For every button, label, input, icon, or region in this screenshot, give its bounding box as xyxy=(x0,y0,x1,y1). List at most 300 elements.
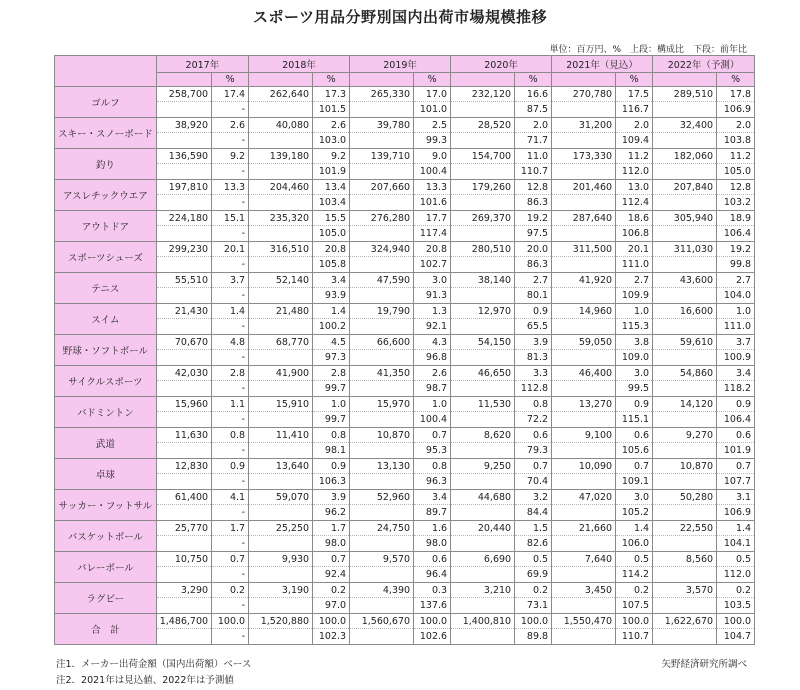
yoy-percent: 97.0 xyxy=(313,598,350,614)
table-row xyxy=(55,180,755,195)
market-value: 4,390 xyxy=(350,583,414,598)
empty-cell xyxy=(552,381,616,397)
yoy-percent: 71.7 xyxy=(515,133,552,149)
market-value: 13,640 xyxy=(249,459,313,474)
yoy-percent: 115.1 xyxy=(616,412,653,428)
market-value: 9,570 xyxy=(350,552,414,567)
share-percent: 1.5 xyxy=(515,521,552,536)
yoy-percent: 109.9 xyxy=(616,288,653,304)
share-percent: 1.1 xyxy=(212,397,249,412)
market-value: 299,230 xyxy=(156,242,211,257)
empty-cell xyxy=(451,288,515,304)
yoy-percent: 70.4 xyxy=(515,474,552,490)
empty-cell xyxy=(451,133,515,149)
share-percent: 20.0 xyxy=(515,242,552,257)
yoy-percent: - xyxy=(212,598,249,614)
empty-cell xyxy=(350,567,414,583)
empty-cell xyxy=(249,195,313,211)
yoy-percent: 105.8 xyxy=(313,257,350,273)
yoy-percent: 69.9 xyxy=(515,567,552,583)
share-percent: 1.0 xyxy=(414,397,451,412)
empty-cell xyxy=(156,288,211,304)
empty-cell xyxy=(249,536,313,552)
market-value: 3,190 xyxy=(249,583,313,598)
yoy-percent: 101.9 xyxy=(313,164,350,180)
market-value: 15,910 xyxy=(249,397,313,412)
page-title: スポーツ用品分野別国内出荷市場規模推移 xyxy=(253,8,547,26)
table-row xyxy=(55,428,755,443)
market-value: 8,620 xyxy=(451,428,515,443)
yoy-percent: 116.7 xyxy=(616,102,653,118)
yoy-percent: - xyxy=(212,102,249,118)
yoy-percent: 98.0 xyxy=(414,536,451,552)
market-value: 3,210 xyxy=(451,583,515,598)
table-row-yoy xyxy=(55,629,755,645)
year-header: 2022年（予測） xyxy=(653,56,755,73)
empty-cell xyxy=(653,536,717,552)
share-percent: 2.5 xyxy=(414,118,451,133)
market-value: 41,900 xyxy=(249,366,313,381)
share-percent: 13.3 xyxy=(414,180,451,195)
yoy-percent: 104.0 xyxy=(717,288,755,304)
year-header: 2017年 xyxy=(156,56,248,73)
table-row xyxy=(55,397,755,412)
market-value: 280,510 xyxy=(451,242,515,257)
empty-cell xyxy=(552,195,616,211)
share-percent: 15.1 xyxy=(212,211,249,226)
yoy-percent: 89.7 xyxy=(414,505,451,521)
empty-cell xyxy=(653,319,717,335)
empty-cell xyxy=(156,164,211,180)
share-percent: 19.2 xyxy=(515,211,552,226)
yoy-percent: 102.7 xyxy=(414,257,451,273)
empty-cell xyxy=(350,288,414,304)
empty-cell xyxy=(552,629,616,645)
share-percent: 1.0 xyxy=(616,304,653,319)
pct-header-row xyxy=(55,73,755,87)
yoy-percent: - xyxy=(212,350,249,366)
yoy-percent: 106.0 xyxy=(616,536,653,552)
market-value: 232,120 xyxy=(451,87,515,102)
empty-cell xyxy=(653,226,717,242)
table-row xyxy=(55,490,755,505)
empty-cell xyxy=(552,102,616,118)
empty-cell xyxy=(653,598,717,614)
yoy-percent: 92.4 xyxy=(313,567,350,583)
market-value: 1,560,670 xyxy=(350,614,414,629)
share-percent: 0.5 xyxy=(515,552,552,567)
market-value: 20,440 xyxy=(451,521,515,536)
market-value: 43,600 xyxy=(653,273,717,288)
share-percent: 3.8 xyxy=(616,335,653,350)
market-value: 276,280 xyxy=(350,211,414,226)
market-value: 1,520,880 xyxy=(249,614,313,629)
empty-cell xyxy=(350,195,414,211)
share-percent: 13.0 xyxy=(616,180,653,195)
table-row xyxy=(55,273,755,288)
market-value: 12,970 xyxy=(451,304,515,319)
share-percent: 1.7 xyxy=(313,521,350,536)
empty-cell xyxy=(350,164,414,180)
share-percent: 2.6 xyxy=(313,118,350,133)
empty-cell xyxy=(156,567,211,583)
yoy-percent: 86.3 xyxy=(515,257,552,273)
empty-cell xyxy=(156,257,211,273)
empty-cell xyxy=(451,102,515,118)
market-value: 173,330 xyxy=(552,149,616,164)
share-percent: 2.0 xyxy=(616,118,653,133)
yoy-percent: - xyxy=(212,195,249,211)
market-value: 21,430 xyxy=(156,304,211,319)
yoy-percent: 100.4 xyxy=(414,412,451,428)
market-value: 10,090 xyxy=(552,459,616,474)
market-value: 305,940 xyxy=(653,211,717,226)
market-value: 6,690 xyxy=(451,552,515,567)
category-label: スイム xyxy=(55,304,157,335)
share-percent: 17.3 xyxy=(313,87,350,102)
share-percent: 2.0 xyxy=(717,118,755,133)
yoy-percent: 82.6 xyxy=(515,536,552,552)
table-row-yoy xyxy=(55,567,755,583)
market-value: 204,460 xyxy=(249,180,313,195)
empty-cell xyxy=(249,350,313,366)
share-percent: 0.6 xyxy=(616,428,653,443)
yoy-percent: 106.3 xyxy=(313,474,350,490)
yoy-percent: 107.7 xyxy=(717,474,755,490)
yoy-percent: 99.3 xyxy=(414,133,451,149)
market-value: 269,370 xyxy=(451,211,515,226)
value-subheader xyxy=(653,73,717,87)
yoy-percent: - xyxy=(212,288,249,304)
market-value: 311,030 xyxy=(653,242,717,257)
market-value: 59,610 xyxy=(653,335,717,350)
category-label: 武道 xyxy=(55,428,157,459)
market-value: 42,030 xyxy=(156,366,211,381)
yoy-percent: 106.8 xyxy=(616,226,653,242)
table-row-yoy xyxy=(55,226,755,242)
category-label: スキー・スノーボード xyxy=(55,118,157,149)
empty-cell xyxy=(451,598,515,614)
table-row-yoy xyxy=(55,195,755,211)
market-value: 68,770 xyxy=(249,335,313,350)
category-label: 卓球 xyxy=(55,459,157,490)
share-percent: 0.8 xyxy=(515,397,552,412)
empty-cell xyxy=(156,443,211,459)
yoy-percent: 104.7 xyxy=(717,629,755,645)
category-label: ラグビー xyxy=(55,583,157,614)
market-value: 59,070 xyxy=(249,490,313,505)
empty-cell xyxy=(552,474,616,490)
empty-cell xyxy=(156,505,211,521)
empty-cell xyxy=(552,164,616,180)
market-value: 207,840 xyxy=(653,180,717,195)
market-value: 201,460 xyxy=(552,180,616,195)
empty-cell xyxy=(249,598,313,614)
share-percent: 3.0 xyxy=(616,490,653,505)
share-percent: 18.6 xyxy=(616,211,653,226)
empty-cell xyxy=(350,443,414,459)
share-percent: 1.7 xyxy=(212,521,249,536)
year-header: 2020年 xyxy=(451,56,552,73)
market-value: 39,780 xyxy=(350,118,414,133)
market-value: 324,940 xyxy=(350,242,414,257)
share-percent: 100.0 xyxy=(616,614,653,629)
market-value: 13,130 xyxy=(350,459,414,474)
empty-cell xyxy=(653,629,717,645)
share-percent: 12.8 xyxy=(515,180,552,195)
market-size-table xyxy=(54,55,755,645)
yoy-percent: - xyxy=(212,536,249,552)
yoy-percent: 97.3 xyxy=(313,350,350,366)
share-percent: 3.1 xyxy=(717,490,755,505)
share-percent: 1.4 xyxy=(313,304,350,319)
market-value: 59,050 xyxy=(552,335,616,350)
share-percent: 3.7 xyxy=(717,335,755,350)
empty-cell xyxy=(451,443,515,459)
share-percent: 100.0 xyxy=(212,614,249,629)
yoy-percent: 102.6 xyxy=(414,629,451,645)
market-value: 54,860 xyxy=(653,366,717,381)
market-value: 52,140 xyxy=(249,273,313,288)
market-value: 31,200 xyxy=(552,118,616,133)
empty-cell xyxy=(552,226,616,242)
empty-cell xyxy=(653,195,717,211)
yoy-percent: 106.4 xyxy=(717,412,755,428)
share-percent: 3.9 xyxy=(515,335,552,350)
share-percent: 17.4 xyxy=(212,87,249,102)
empty-cell xyxy=(451,164,515,180)
yoy-percent: 79.3 xyxy=(515,443,552,459)
share-percent: 3.4 xyxy=(414,490,451,505)
share-percent: 2.8 xyxy=(212,366,249,381)
empty-cell xyxy=(249,474,313,490)
share-percent: 2.8 xyxy=(313,366,350,381)
share-percent: 0.2 xyxy=(717,583,755,598)
empty-cell xyxy=(451,350,515,366)
year-header-row xyxy=(55,56,755,73)
share-percent: 3.2 xyxy=(515,490,552,505)
share-percent: 0.5 xyxy=(717,552,755,567)
share-percent: 2.0 xyxy=(515,118,552,133)
empty-cell xyxy=(653,288,717,304)
share-percent: 4.3 xyxy=(414,335,451,350)
share-percent: 17.0 xyxy=(414,87,451,102)
share-percent: 20.1 xyxy=(212,242,249,257)
table-row-yoy xyxy=(55,536,755,552)
market-value: 197,810 xyxy=(156,180,211,195)
market-value: 10,870 xyxy=(653,459,717,474)
share-percent: 20.8 xyxy=(414,242,451,257)
share-percent: 3.3 xyxy=(515,366,552,381)
table-row-yoy xyxy=(55,350,755,366)
yoy-percent: 103.4 xyxy=(313,195,350,211)
yoy-percent: - xyxy=(212,412,249,428)
category-label: アウトドア xyxy=(55,211,157,242)
category-label: 合 計 xyxy=(55,614,157,645)
empty-cell xyxy=(350,350,414,366)
market-value: 289,510 xyxy=(653,87,717,102)
yoy-percent: 93.9 xyxy=(313,288,350,304)
yoy-percent: 98.0 xyxy=(313,536,350,552)
market-value: 15,970 xyxy=(350,397,414,412)
empty-cell xyxy=(249,443,313,459)
share-percent: 2.7 xyxy=(616,273,653,288)
empty-cell xyxy=(653,381,717,397)
yoy-percent: - xyxy=(212,133,249,149)
market-value: 32,400 xyxy=(653,118,717,133)
table-row xyxy=(55,366,755,381)
table-row xyxy=(55,459,755,474)
market-value: 47,020 xyxy=(552,490,616,505)
pct-subheader: % xyxy=(717,73,755,87)
yoy-percent: 99.7 xyxy=(313,381,350,397)
yoy-percent: 103.8 xyxy=(717,133,755,149)
category-label: スポーツシューズ xyxy=(55,242,157,273)
yoy-percent: 86.3 xyxy=(515,195,552,211)
table-row-yoy xyxy=(55,505,755,521)
share-percent: 2.6 xyxy=(212,118,249,133)
table-row xyxy=(55,118,755,133)
yoy-percent: - xyxy=(212,381,249,397)
market-value: 15,960 xyxy=(156,397,211,412)
empty-cell xyxy=(451,536,515,552)
table-row xyxy=(55,583,755,598)
share-percent: 1.0 xyxy=(717,304,755,319)
yoy-percent: 92.1 xyxy=(414,319,451,335)
market-value: 66,600 xyxy=(350,335,414,350)
market-value: 9,270 xyxy=(653,428,717,443)
share-percent: 0.5 xyxy=(616,552,653,567)
market-value: 46,650 xyxy=(451,366,515,381)
yoy-percent: 80.1 xyxy=(515,288,552,304)
share-percent: 3.7 xyxy=(212,273,249,288)
market-value: 41,920 xyxy=(552,273,616,288)
share-percent: 20.1 xyxy=(616,242,653,257)
empty-cell xyxy=(552,288,616,304)
share-percent: 0.7 xyxy=(414,428,451,443)
empty-cell xyxy=(249,381,313,397)
empty-cell xyxy=(249,505,313,521)
empty-cell xyxy=(653,505,717,521)
empty-cell xyxy=(653,133,717,149)
market-value: 25,770 xyxy=(156,521,211,536)
empty-cell xyxy=(156,319,211,335)
yoy-percent: 105.0 xyxy=(717,164,755,180)
yoy-percent: 105.2 xyxy=(616,505,653,521)
share-percent: 0.9 xyxy=(515,304,552,319)
table-row-yoy xyxy=(55,474,755,490)
yoy-percent: 98.7 xyxy=(414,381,451,397)
table-row xyxy=(55,614,755,629)
yoy-percent: - xyxy=(212,257,249,273)
share-percent: 0.3 xyxy=(414,583,451,598)
empty-cell xyxy=(156,350,211,366)
year-header: 2021年（見込） xyxy=(552,56,653,73)
category-label: バドミントン xyxy=(55,397,157,428)
share-percent: 0.7 xyxy=(313,552,350,567)
empty-cell xyxy=(552,133,616,149)
empty-cell xyxy=(249,567,313,583)
share-percent: 16.6 xyxy=(515,87,552,102)
empty-cell xyxy=(156,381,211,397)
market-value: 311,500 xyxy=(552,242,616,257)
yoy-percent: 100.2 xyxy=(313,319,350,335)
market-value: 265,330 xyxy=(350,87,414,102)
market-value: 287,640 xyxy=(552,211,616,226)
yoy-percent: - xyxy=(212,319,249,335)
empty-cell xyxy=(249,164,313,180)
yoy-percent: 105.0 xyxy=(313,226,350,242)
category-label: アスレチックウエア xyxy=(55,180,157,211)
share-percent: 4.8 xyxy=(212,335,249,350)
yoy-percent: 99.7 xyxy=(313,412,350,428)
yoy-percent: 101.6 xyxy=(414,195,451,211)
category-label: サッカー・フットサル xyxy=(55,490,157,521)
table-row xyxy=(55,335,755,350)
empty-cell xyxy=(552,567,616,583)
category-label: バスケットボール xyxy=(55,521,157,552)
share-percent: 0.8 xyxy=(313,428,350,443)
empty-cell xyxy=(653,474,717,490)
market-value: 14,960 xyxy=(552,304,616,319)
value-subheader xyxy=(156,73,211,87)
yoy-percent: 107.5 xyxy=(616,598,653,614)
market-value: 10,750 xyxy=(156,552,211,567)
yoy-percent: 101.9 xyxy=(717,443,755,459)
empty-cell xyxy=(451,505,515,521)
empty-cell xyxy=(249,257,313,273)
yoy-percent: 99.5 xyxy=(616,381,653,397)
empty-cell xyxy=(552,319,616,335)
market-value: 14,120 xyxy=(653,397,717,412)
pct-subheader: % xyxy=(212,73,249,87)
share-percent: 3.4 xyxy=(313,273,350,288)
source-credit: 矢野経済研究所調べ xyxy=(661,659,747,670)
empty-cell xyxy=(350,598,414,614)
table-row xyxy=(55,552,755,567)
market-value: 258,700 xyxy=(156,87,211,102)
share-percent: 20.8 xyxy=(313,242,350,257)
share-percent: 9.0 xyxy=(414,149,451,164)
share-percent: 9.2 xyxy=(313,149,350,164)
yoy-percent: 89.8 xyxy=(515,629,552,645)
share-percent: 100.0 xyxy=(313,614,350,629)
empty-cell xyxy=(552,598,616,614)
yoy-percent: 112.4 xyxy=(616,195,653,211)
empty-cell xyxy=(249,102,313,118)
empty-cell xyxy=(350,102,414,118)
yoy-percent: 115.3 xyxy=(616,319,653,335)
yoy-percent: 100.4 xyxy=(414,164,451,180)
empty-cell xyxy=(350,536,414,552)
yoy-percent: 101.0 xyxy=(414,102,451,118)
share-percent: 4.5 xyxy=(313,335,350,350)
market-value: 139,180 xyxy=(249,149,313,164)
yoy-percent: 109.0 xyxy=(616,350,653,366)
share-percent: 15.5 xyxy=(313,211,350,226)
market-value: 61,400 xyxy=(156,490,211,505)
market-value: 235,320 xyxy=(249,211,313,226)
table-row xyxy=(55,304,755,319)
empty-cell xyxy=(156,195,211,211)
yoy-percent: 96.4 xyxy=(414,567,451,583)
market-value: 7,640 xyxy=(552,552,616,567)
share-percent: 0.6 xyxy=(717,428,755,443)
share-percent: 0.6 xyxy=(414,552,451,567)
share-percent: 0.2 xyxy=(212,583,249,598)
market-value: 3,290 xyxy=(156,583,211,598)
empty-cell xyxy=(451,567,515,583)
